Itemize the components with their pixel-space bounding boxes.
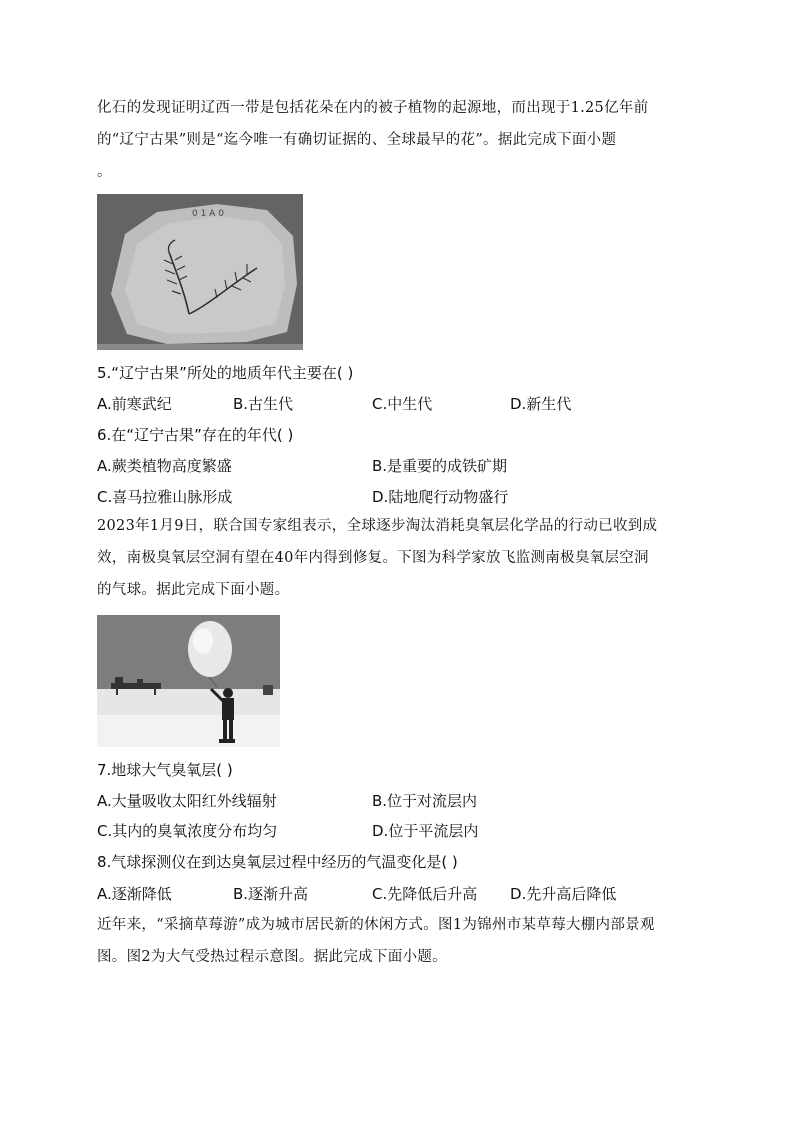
passage-1-line-3: 。 (97, 164, 112, 180)
q8-option-a[interactable]: A.逐渐降低 (97, 885, 172, 903)
q6-option-b[interactable]: B.是重要的成铁矿期 (372, 457, 508, 475)
q7-option-a[interactable]: A.大量吸收太阳红外线辐射 (97, 792, 277, 810)
passage-2-line-3: 的气球。据此完成下面小题。 (97, 582, 290, 598)
fossil-label: 0 1 A 0 (192, 209, 224, 219)
question-7-stem: 7.地球大气臭氧层( ) (97, 761, 233, 779)
q6-option-c[interactable]: C.喜马拉雅山脉形成 (97, 488, 233, 506)
question-6-stem: 6.在“辽宁古果”存在的年代( ) (97, 426, 294, 444)
q6-option-a[interactable]: A.蕨类植物高度繁盛 (97, 457, 232, 475)
q7-option-b[interactable]: B.位于对流层内 (372, 792, 478, 810)
question-8-stem: 8.气球探测仪在到达臭氧层过程中经历的气温变化是( ) (97, 853, 458, 871)
q8-option-b[interactable]: B.逐渐升高 (233, 885, 309, 903)
q8-option-d[interactable]: D.先升高后降低 (510, 885, 617, 903)
passage-2-line-2: 效，南极臭氧层空洞有望在40年内得到修复。下图为科学家放飞监测南极臭氧层空洞 (97, 550, 649, 566)
q5-option-b[interactable]: B.古生代 (233, 395, 294, 413)
q5-option-c[interactable]: C.中生代 (372, 395, 433, 413)
passage-2-line-1: 2023年1月9日，联合国专家组表示，全球逐步淘汰消耗臭氧层化学品的行动已收到成 (97, 518, 658, 534)
balloon-image (97, 615, 280, 747)
question-5-stem: 5.“辽宁古果”所处的地质年代主要在( ) (97, 364, 354, 382)
passage-1-line-1: 化石的发现证明辽西一带是包括花朵在内的被子植物的起源地，而出现于1.25亿年前 (97, 100, 649, 116)
passage-3-line-1: 近年来，“采摘草莓游”成为城市居民新的休闲方式。图1为锦州市某草莓大棚内部景观 (97, 917, 655, 933)
q7-option-c[interactable]: C.其内的臭氧浓度分布均匀 (97, 822, 278, 840)
fossil-image (97, 194, 303, 350)
q6-option-d[interactable]: D.陆地爬行动物盛行 (372, 488, 509, 506)
q5-option-d[interactable]: D.新生代 (510, 395, 572, 413)
passage-1-line-2: 的“辽宁古果”则是“迄今唯一有确切证据的、全球最早的花”。据此完成下面小题 (97, 132, 617, 148)
q5-option-a[interactable]: A.前寒武纪 (97, 395, 172, 413)
balloon-photo (97, 615, 280, 747)
passage-3-line-2: 图。图2为大气受热过程示意图。据此完成下面小题。 (97, 949, 447, 965)
fossil-photo (97, 194, 303, 350)
q7-option-d[interactable]: D.位于平流层内 (372, 822, 479, 840)
q8-option-c[interactable]: C.先降低后升高 (372, 885, 478, 903)
